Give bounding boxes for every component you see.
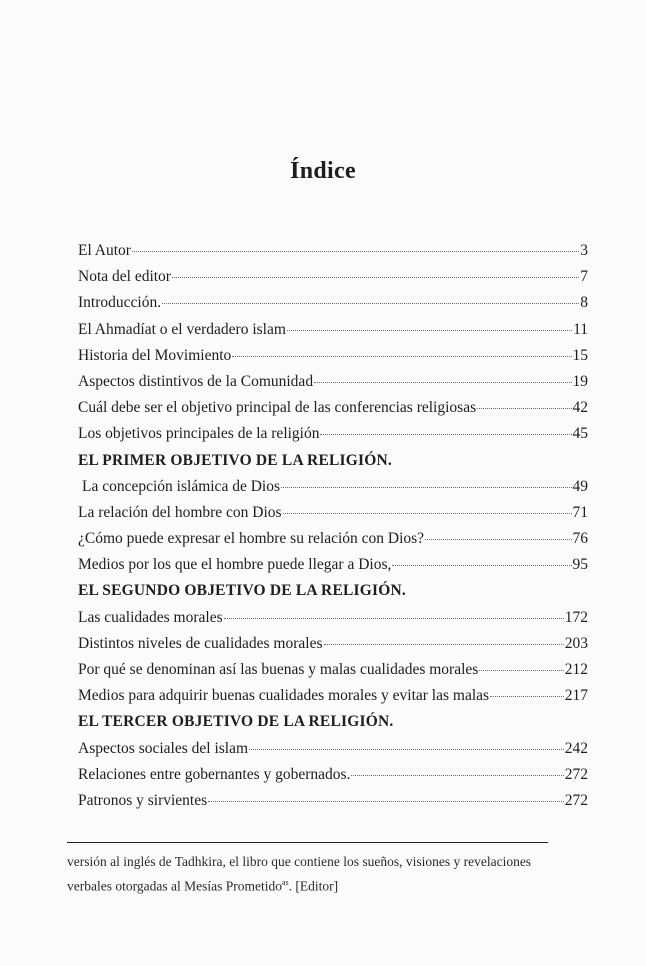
toc-entry-label: La relación del hombre con Dios	[78, 503, 282, 521]
footnote-rule	[67, 842, 548, 843]
toc-entry-page: 272	[564, 765, 588, 783]
toc-group-4	[78, 740, 588, 819]
dot-leader	[425, 539, 571, 540]
toc-entry-page: 212	[564, 661, 588, 678]
toc-entry-page: 95	[572, 556, 588, 574]
toc-entry	[78, 399, 588, 425]
dot-leader	[477, 408, 571, 409]
toc-entry	[78, 268, 588, 294]
dot-leader	[283, 513, 572, 514]
toc-entry	[78, 321, 588, 347]
toc-entry	[78, 504, 588, 530]
toc-entry-page: 3	[580, 242, 588, 259]
dot-leader	[162, 303, 579, 304]
toc-entry	[78, 347, 588, 373]
toc-entry	[78, 478, 588, 504]
dot-leader	[281, 487, 572, 488]
footnote-superscript: as	[281, 878, 289, 887]
dot-leader	[232, 356, 571, 357]
section-heading-1: EL PRIMER OBJETIVO DE LA RELIGIÓN.	[78, 451, 392, 469]
toc-entry-label: Medios para adquirir buenas cualidades morales y evitar las malas	[78, 687, 490, 705]
dot-leader	[132, 251, 579, 252]
toc-entry-page: 71	[572, 503, 588, 521]
toc-entry	[78, 530, 588, 556]
toc-entry	[78, 425, 588, 451]
toc-entry	[78, 792, 588, 818]
toc-entry-page: 11	[573, 320, 588, 338]
dot-leader	[351, 775, 563, 776]
toc-entry-page: 19	[572, 372, 588, 390]
dot-leader	[172, 277, 579, 278]
dot-leader	[224, 618, 564, 619]
toc-entry	[78, 661, 588, 687]
toc-group-2	[78, 478, 588, 583]
footnote	[67, 851, 552, 897]
toc-entry	[78, 766, 588, 792]
dot-leader	[392, 565, 571, 566]
toc-entry-page: 272	[564, 791, 588, 809]
dot-leader	[208, 801, 564, 802]
toc-entry-page: 7	[580, 268, 588, 286]
toc-entry-page: 45	[572, 425, 588, 443]
toc-entry-page: 42	[572, 399, 588, 417]
toc-entry	[78, 373, 588, 399]
toc-entry-label: Las cualidades morales	[78, 608, 223, 626]
table-of-contents	[78, 242, 588, 818]
footnote-text: versión al inglés de Tadhkira, el libro que contiene los sueños, visiones y revelaciones verbales otorgadas al Mesías Prometido	[67, 854, 532, 894]
toc-entry-page: 242	[564, 739, 588, 757]
toc-group-3	[78, 609, 588, 714]
dot-leader	[249, 749, 564, 750]
toc-entry	[78, 740, 588, 766]
dot-leader	[490, 696, 564, 697]
dot-leader	[287, 330, 572, 331]
toc-group-1	[78, 242, 588, 452]
toc-entry-label: El Autor	[78, 242, 131, 259]
toc-entry-label: Relaciones entre gobernantes y gobernados.	[78, 765, 351, 783]
toc-entry	[78, 609, 588, 635]
section-heading-3: EL TERCER OBJETIVO DE LA RELIGIÓN.	[78, 713, 394, 731]
toc-entry-page: 172	[564, 608, 588, 626]
toc-entry	[78, 635, 588, 661]
dot-leader	[324, 644, 564, 645]
toc-entry-label: Distintos niveles de cualidades morales	[78, 634, 323, 652]
toc-entry-label: Medios por los que el hombre puede llegar a Dios,	[78, 556, 392, 574]
toc-entry-label: Introducción.	[78, 294, 162, 312]
toc-entry-label: Patronos y sirvientes	[78, 791, 208, 809]
toc-entry-label: Los objetivos principales de la religión	[78, 425, 320, 443]
toc-entry-label: Nota del editor	[78, 268, 171, 286]
toc-entry-page: 217	[564, 687, 588, 705]
toc-entry-label: Historia del Movimiento	[78, 346, 232, 364]
toc-entry	[78, 687, 588, 713]
toc-entry-label: Aspectos sociales del islam	[78, 739, 249, 757]
toc-entry	[78, 294, 588, 320]
dot-leader	[320, 434, 571, 435]
toc-entry-page: 49	[572, 477, 588, 495]
toc-entry	[78, 556, 588, 582]
toc-entry-label: Por qué se denominan así las buenas y malas cualidades morales	[78, 661, 479, 678]
toc-entry-label: Aspectos distintivos de la Comunidad	[78, 372, 314, 390]
toc-entry-page: 203	[564, 634, 588, 652]
toc-entry-page: 76	[572, 530, 588, 548]
toc-entry-label: Cuál debe ser el objetivo principal de las conferencias religiosas	[78, 399, 477, 417]
toc-entry-page: 8	[580, 294, 588, 312]
dot-leader	[479, 670, 563, 671]
page-title: Índice	[290, 158, 356, 184]
toc-entry-label: El Ahmadíat o el verdadero islam	[78, 320, 286, 338]
section-heading-2: EL SEGUNDO OBJETIVO DE LA RELIGIÓN.	[78, 582, 406, 600]
toc-entry-label: ¿Cómo puede expresar el hombre su relación con Dios?	[78, 530, 425, 548]
toc-entry	[78, 242, 588, 268]
toc-entry-label: La concepción islámica de Dios	[82, 477, 280, 495]
toc-entry-page: 15	[572, 346, 588, 364]
dot-leader	[314, 382, 571, 383]
footnote-suffix: . [Editor]	[288, 878, 339, 894]
